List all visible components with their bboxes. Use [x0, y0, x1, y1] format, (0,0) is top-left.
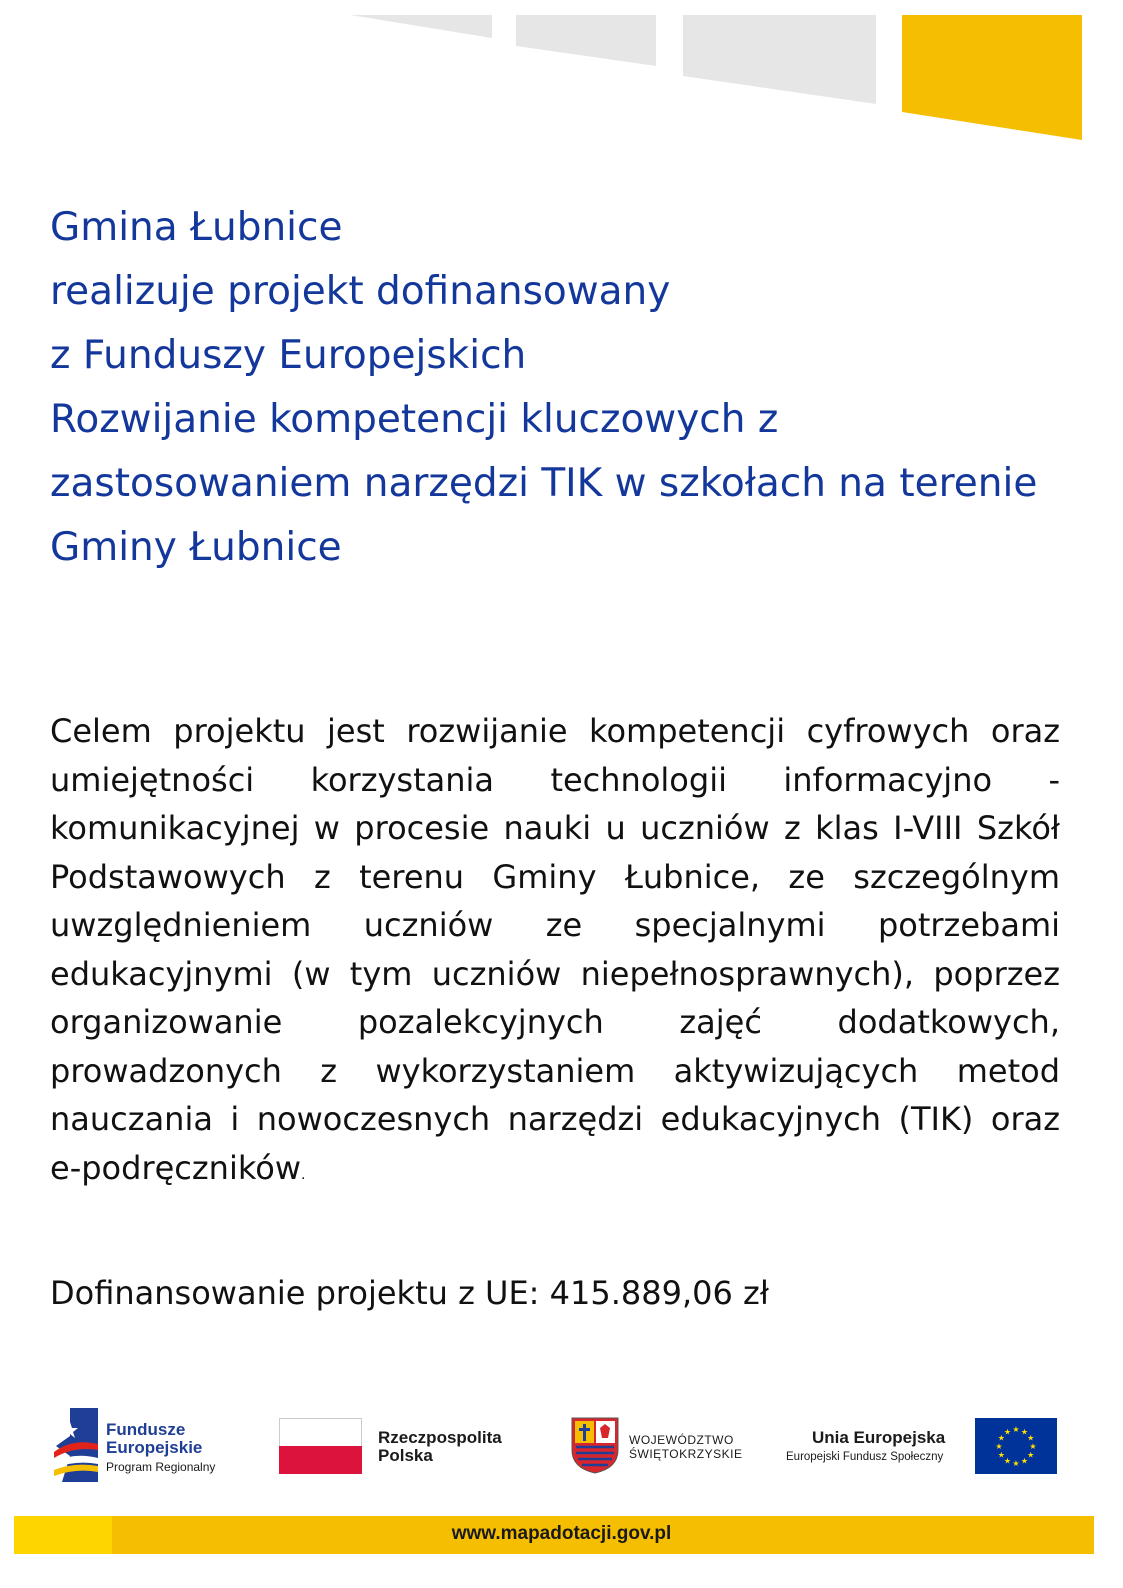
eu-star-icon: ★ [997, 1450, 1005, 1460]
footer-url: www.mapadotacji.gov.pl [451, 1523, 672, 1544]
project-description [50, 707, 1060, 1199]
yellow-stripe [902, 15, 1082, 140]
ws-line2: ŚWIĘTOKRZYSKIE [629, 1447, 743, 1461]
eu-flag-icon [975, 1418, 1057, 1474]
description-text: Celem projektu jest rozwijanie kompetencji cyfrowych oraz umiejętności korzystania technologii informacyjno - komunikacyjnej w procesie nauki u uczniów z klas I-VIII Szkół Podstawowych z terenu Gminy Łubnice, ze szczególnym uwzględnieniem uczniów ze specjalnymi potrzebami edukacyjnymi (w tym uczniów niepełnosprawnych), poprzez organizowanie pozalekcyjnych zajęć dodatkowych, prowadzonych z wykorzystaniem aktywizujących metod nauczania i nowoczesnych narzędzi edukacyjnych (TIK) oraz e-podręczników [50, 712, 1060, 1187]
project-title [50, 196, 1090, 580]
eu-star-icon: ★ [1027, 1450, 1035, 1460]
gray-stripe-3 [683, 15, 876, 104]
description-end: . [300, 1166, 306, 1183]
eu-star-icon: ★ [1029, 1442, 1037, 1451]
title-line: Rozwijanie kompetencji kluczowych z [50, 397, 779, 442]
title-line: Gminy Łubnice [50, 525, 342, 570]
header-decoration [0, 0, 1123, 150]
gray-stripe-2 [516, 15, 656, 66]
fundusze-europejskie-logo [52, 1408, 98, 1482]
fe-line2: Europejskie [106, 1438, 203, 1457]
title-line: zastosowaniem narzędzi TIK w szkołach na terenie [50, 461, 1038, 506]
fe-line3: Program Regionalny [106, 1460, 216, 1474]
title-line: Gmina Łubnice [50, 205, 343, 250]
ue-line2: Europejski Fundusz Społeczny [786, 1451, 944, 1463]
ue-line1: Unia Europejska [812, 1428, 946, 1447]
ws-line1: WOJEWÓDZTWO [629, 1433, 734, 1447]
fe-line1: Fundusze [106, 1420, 186, 1439]
eu-star-icon: ★ [1012, 1425, 1020, 1434]
pl-line1: Rzeczpospolita [378, 1428, 502, 1447]
eu-star-icon: ★ [1020, 1456, 1029, 1466]
funding-amount: Dofinansowanie projektu z UE: 415.889,06 zł [50, 1274, 769, 1312]
eu-star-icon: ★ [1003, 1427, 1012, 1437]
eu-star-icon: ★ [997, 1433, 1005, 1443]
coat-of-arms-icon [570, 1416, 620, 1474]
eu-star-icon: ★ [1003, 1456, 1012, 1466]
title-line: realizuje projekt dofinansowany [50, 269, 671, 314]
eu-star-icon: ★ [1020, 1427, 1029, 1437]
gray-stripe-1 [350, 15, 492, 38]
polish-flag-icon [279, 1418, 362, 1474]
eu-star-icon: ★ [995, 1442, 1003, 1451]
title-line: z Funduszy Europejskich [50, 333, 527, 378]
eu-star-icon: ★ [1012, 1459, 1020, 1468]
pl-line2: Polska [378, 1446, 433, 1465]
logo-bar [0, 1400, 1123, 1490]
eu-star-icon: ★ [1027, 1433, 1035, 1443]
